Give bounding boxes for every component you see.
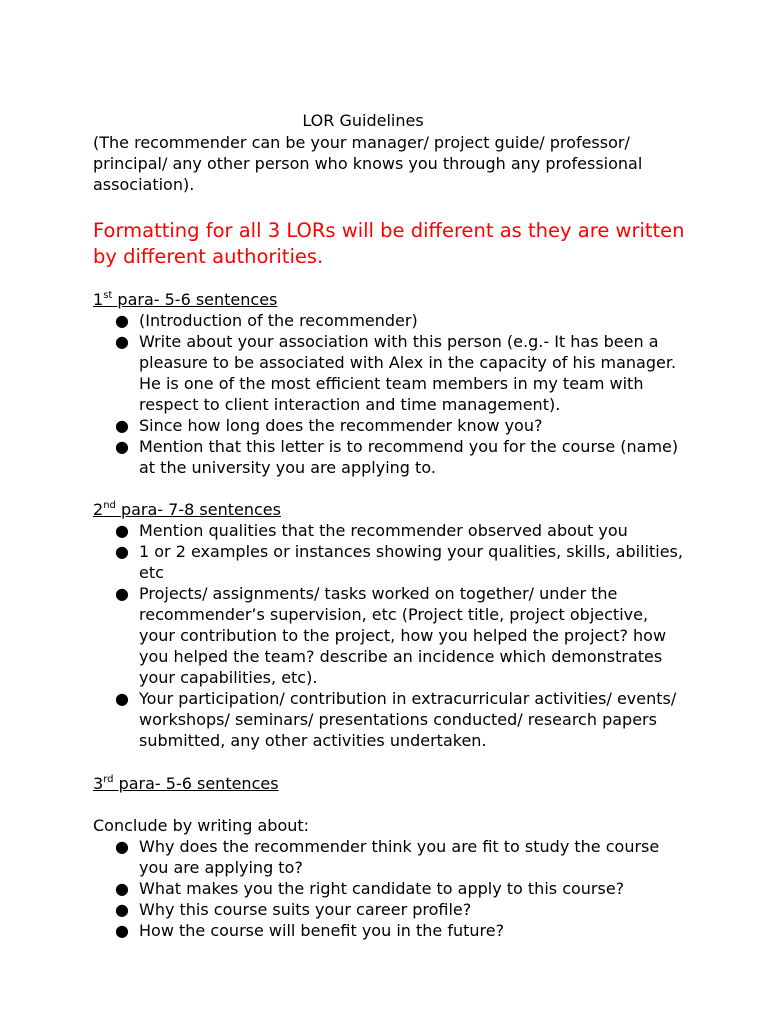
list-item <box>93 331 684 415</box>
conclude-label: Conclude by writing about: <box>93 816 310 835</box>
bullet-icon: ● <box>115 542 129 561</box>
para1-ordinal: 1 <box>93 290 104 309</box>
bullet-icon: ● <box>115 332 129 351</box>
para2-item-text: 1 or 2 examples or instances showing your qualities, skills, abilities, etc <box>139 542 683 582</box>
para2-heading <box>93 499 693 520</box>
list-item <box>93 541 684 583</box>
para3-item-text: Why does the recommender think you are fit to study the course you are applying to? <box>139 837 660 877</box>
bullet-icon: ● <box>115 521 129 540</box>
intro-text: (The recommender can be your manager/ project guide/ professor/ principal/ any other person who knows you through any professional association). <box>93 133 643 194</box>
list-item <box>93 836 684 878</box>
bullet-icon: ● <box>115 689 129 708</box>
para3-item-text: Why this course suits your career profile? <box>139 900 472 919</box>
para1-label: para- 5-6 sentences <box>112 290 278 309</box>
para1-item-text: (Introduction of the recommender) <box>139 311 418 330</box>
bullet-icon: ● <box>115 900 129 919</box>
para2-label: para- 7-8 sentences <box>115 500 281 519</box>
document-title: LOR Guidelines <box>302 111 424 130</box>
list-item <box>93 310 684 331</box>
para1-heading <box>93 289 693 310</box>
bullet-icon: ● <box>115 416 129 435</box>
para3-label: para- 5-6 sentences <box>113 774 279 793</box>
para2-item-text: Projects/ assignments/ tasks worked on together/ under the recommender’s supervision, etc (Project title, project objective, your contribution to the project, how you helped the project? how you helped the team? describe an incidence which demonstrates your capabilities, etc). <box>139 584 667 687</box>
para3-item-text: What makes you the right candidate to apply to this course? <box>139 879 625 898</box>
para2-ordinal: 2 <box>93 500 104 519</box>
bullet-icon: ● <box>115 584 129 603</box>
para1-item-text: Mention that this letter is to recommend you for the course (name) at the university you are applying to. <box>139 437 679 477</box>
para3-suffix: rd <box>103 773 114 785</box>
formatting-notice: Formatting for all 3 LORs will be different as they are written by different authorities. <box>93 219 685 268</box>
bullet-icon: ● <box>115 311 129 330</box>
bullet-icon: ● <box>115 921 129 940</box>
list-item <box>93 688 684 751</box>
para3-heading <box>93 773 693 794</box>
para1-list <box>93 310 693 478</box>
list-item <box>93 436 684 478</box>
para2-item-text: Mention qualities that the recommender observed about you <box>139 521 628 540</box>
bullet-icon: ● <box>115 437 129 456</box>
para3-list <box>93 836 693 941</box>
para3-item-text: How the course will benefit you in the future? <box>139 921 505 940</box>
document-page <box>93 110 693 941</box>
para1-suffix: st <box>103 289 113 301</box>
bullet-icon: ● <box>115 837 129 856</box>
list-item <box>93 899 684 920</box>
para1-item-text: Since how long does the recommender know you? <box>139 416 543 435</box>
list-item <box>93 878 684 899</box>
list-item <box>93 583 684 688</box>
list-item <box>93 920 684 941</box>
para2-item-text: Your participation/ contribution in extracurricular activities/ events/ workshops/ seminars/ presentations conducted/ research papers submitted, any other activities undertaken. <box>139 689 677 750</box>
list-item <box>93 415 684 436</box>
para3-ordinal: 3 <box>93 774 104 793</box>
para2-suffix: nd <box>103 499 116 511</box>
bullet-icon: ● <box>115 879 129 898</box>
list-item <box>93 520 684 541</box>
para1-item-text: Write about your association with this person (e.g.- It has been a pleasure to be associated with Alex in the capacity of his manager. He is one of the most efficient team members in my team with respect to client interaction and time management). <box>139 332 677 414</box>
para2-list <box>93 520 693 751</box>
